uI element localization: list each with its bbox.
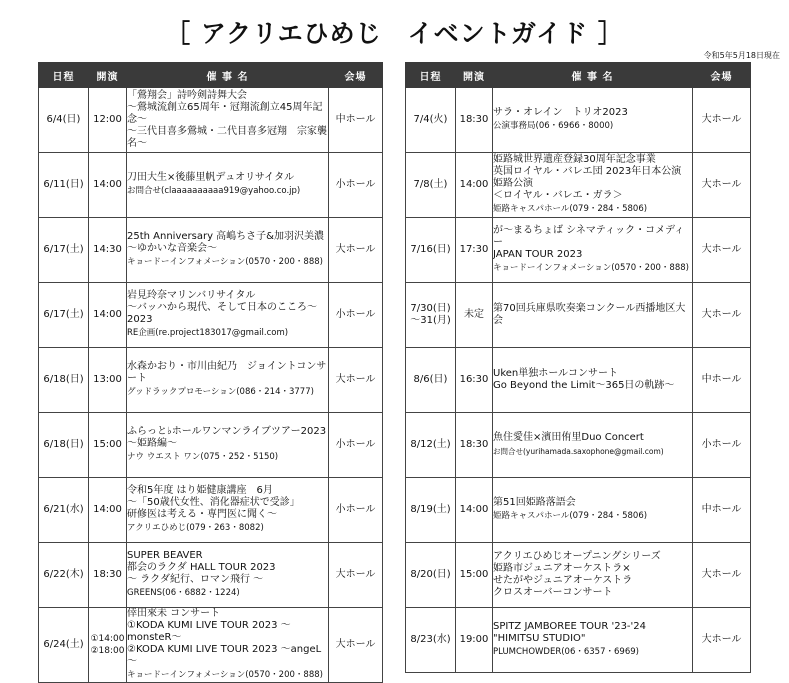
event-venue: 大ホール <box>693 153 751 218</box>
event-venue: 中ホール <box>329 88 383 153</box>
table-header-row <box>406 63 751 88</box>
event-time: 18:30 <box>456 413 493 478</box>
event-contact: 姫路キャスパホール(079・284・5806) <box>493 511 648 521</box>
header-time: 開演 <box>89 63 127 88</box>
event-date: 7/30(日) ～31(月) <box>406 283 456 348</box>
event-date: 8/20(日) <box>406 543 456 608</box>
event-contact: キョードーインフォメーション(0570・200・888) <box>127 670 323 680</box>
event-table-right <box>405 62 751 673</box>
event-date: 8/23(水) <box>406 608 456 673</box>
event-name: 25th Anniversary 高嶋ちさ子&加羽沢美濃 ～ゆかいな音楽会～ <box>127 231 324 254</box>
event-row <box>406 153 751 218</box>
event-row <box>406 348 751 413</box>
event-contact: キョードーインフォメーション(0570・200・888) <box>493 263 689 273</box>
event-name: 刀田大生×後藤里帆デュオリサイタル <box>127 172 295 183</box>
event-name: SUPER BEAVER 都会のラクダ HALL TOUR 2023 ～ ラクダ紀行、ロマン飛行 ～ <box>127 550 276 585</box>
event-table-left <box>38 62 383 683</box>
event-contact: グッドラックプロモーション(086・214・3777) <box>127 387 314 397</box>
event-time: 14:00 <box>89 283 127 348</box>
event-cell <box>493 348 693 413</box>
event-date: 6/4(日) <box>39 88 89 153</box>
event-venue: 小ホール <box>329 413 383 478</box>
event-date: 8/12(土) <box>406 413 456 478</box>
event-contact: お問合せ(yurihamada.saxophone@gmail.com) <box>493 447 664 456</box>
header-name: 催 事 名 <box>127 63 329 88</box>
event-venue: 大ホール <box>693 543 751 608</box>
event-venue: 大ホール <box>329 608 383 683</box>
event-time: 14:00 <box>456 478 493 543</box>
event-contact: アクリエひめじ(079・263・8082) <box>127 523 264 533</box>
event-contact: GREENS(06・6882・1224) <box>127 588 240 598</box>
event-cell <box>127 608 329 683</box>
event-name: が～まるちょば シネマティック・コメディー JAPAN TOUR 2023 <box>493 225 685 260</box>
event-date: 6/17(土) <box>39 283 89 348</box>
event-name: 「鶯翔会」詩吟剣詩舞大会 ～鶯城流創立65周年・冠翔流創立45周年記念～ ～三代目喜多鶯城・二代目喜多冠翔 宗家襲名～ <box>127 90 327 149</box>
event-venue: 大ホール <box>329 218 383 283</box>
event-cell <box>493 478 693 543</box>
event-time: 19:00 <box>456 608 493 673</box>
event-cell <box>127 413 329 478</box>
event-name: サラ・オレイン トリオ2023 <box>493 107 628 118</box>
event-date: 6/17(土) <box>39 218 89 283</box>
event-venue: 中ホール <box>693 348 751 413</box>
event-time: 14:30 <box>89 218 127 283</box>
event-venue: 小ホール <box>693 413 751 478</box>
event-date: 6/21(水) <box>39 478 89 543</box>
event-cell <box>493 218 693 283</box>
event-venue: 大ホール <box>693 218 751 283</box>
event-row <box>39 543 383 608</box>
event-cell <box>127 88 329 153</box>
event-date: 7/16(日) <box>406 218 456 283</box>
event-venue: 大ホール <box>693 88 751 153</box>
event-time: 12:00 <box>89 88 127 153</box>
event-name: Uken単独ホールコンサート Go Beyond the Limit～365日の軌跡～ <box>493 368 675 391</box>
event-cell <box>127 218 329 283</box>
event-time: 14:00 <box>89 478 127 543</box>
event-name: 倖田來未 コンサート ①KODA KUMI LIVE TOUR 2023 ～monsteR～ ②KODA KUMI LIVE TOUR 2023 ～angeL～ <box>127 608 322 667</box>
event-row <box>39 283 383 348</box>
event-contact: キョードーインフォメーション(0570・200・888) <box>127 257 323 267</box>
event-time: 15:00 <box>456 543 493 608</box>
event-date: 6/18(日) <box>39 413 89 478</box>
event-date: 6/11(日) <box>39 153 89 218</box>
event-time: 16:30 <box>456 348 493 413</box>
event-row <box>39 88 383 153</box>
event-cell <box>127 283 329 348</box>
event-time: 18:30 <box>89 543 127 608</box>
event-name: 岩見玲奈マリンバリサイタル ～バッハから現代、そして日本のこころ～2023 <box>127 290 317 325</box>
event-time: 17:30 <box>456 218 493 283</box>
event-row <box>406 543 751 608</box>
event-date: 7/4(火) <box>406 88 456 153</box>
event-row <box>406 218 751 283</box>
header-venue: 会場 <box>329 63 383 88</box>
event-row <box>39 608 383 683</box>
header-name: 催 事 名 <box>493 63 693 88</box>
page-title: ［ アクリエひめじ イベントガイド ］ <box>165 19 624 48</box>
event-time: 14:00 <box>89 153 127 218</box>
event-venue: 中ホール <box>693 478 751 543</box>
event-row <box>406 88 751 153</box>
event-venue: 大ホール <box>693 608 751 673</box>
event-row <box>406 413 751 478</box>
event-contact: お問合せ(claaaaaaaaaa919@yahoo.co.jp) <box>127 186 301 196</box>
as-of-date: 令和5年5月18日現在 <box>703 51 780 60</box>
event-row <box>39 218 383 283</box>
event-contact: 公演事務局(06・6966・8000) <box>493 121 614 131</box>
event-row <box>39 478 383 543</box>
event-venue: 大ホール <box>329 543 383 608</box>
event-time: 14:00 <box>456 153 493 218</box>
event-name: SPITZ JAMBOREE TOUR '23-'24 "HIMITSU STUDIO" <box>493 621 647 644</box>
event-cell <box>493 608 693 673</box>
event-row <box>406 478 751 543</box>
event-date: 7/8(土) <box>406 153 456 218</box>
event-cell <box>127 478 329 543</box>
event-name: 姫路城世界遺産登録30周年記念事業 英国ロイヤル・バレエ団 2023年日本公演 姫路公演 ＜ロイヤル・バレエ・ガラ＞ <box>493 154 682 201</box>
event-cell <box>493 543 693 608</box>
event-cell <box>493 413 693 478</box>
event-contact: ナウ ウエスト ワン(075・252・5150) <box>127 452 279 462</box>
event-contact: 姫路キャスパホール(079・284・5806) <box>493 204 648 214</box>
event-time: 18:30 <box>456 88 493 153</box>
event-date: 6/24(土) <box>39 608 89 683</box>
event-name: 魚住愛佳×濱田侑里Duo Concert <box>493 432 644 443</box>
header-date: 日程 <box>406 63 456 88</box>
event-name: 水森かおり・市川由紀乃 ジョイントコンサート <box>127 361 327 384</box>
event-name: ふらっと♭ホールワンマンライブツアー2023 ～姫路編～ <box>127 426 327 449</box>
event-date: 6/22(木) <box>39 543 89 608</box>
event-venue: 大ホール <box>693 283 751 348</box>
event-row <box>39 348 383 413</box>
event-name: 令和5年度 はり姫健康講座 6月 ～「50歳代女性、消化器症状で受診」 研修医は考える・専門医に聞く～ <box>127 485 300 520</box>
event-date: 8/19(土) <box>406 478 456 543</box>
event-row <box>406 608 751 673</box>
event-contact: PLUMCHOWDER(06・6357・6969) <box>493 647 639 657</box>
event-time: 15:00 <box>89 413 127 478</box>
event-name: 第51回姫路落語会 <box>493 497 576 508</box>
event-row <box>39 413 383 478</box>
event-date: 6/18(日) <box>39 348 89 413</box>
event-venue: 小ホール <box>329 153 383 218</box>
event-row <box>406 283 751 348</box>
event-venue: 小ホール <box>329 478 383 543</box>
event-time: 未定 <box>456 283 493 348</box>
event-cell <box>493 283 693 348</box>
event-venue: 大ホール <box>329 348 383 413</box>
table-header-row <box>39 63 383 88</box>
event-cell <box>127 348 329 413</box>
event-cell <box>493 88 693 153</box>
event-name: アクリエひめじオープニングシリーズ 姫路市ジュニアオーケストラ× せたがやジュニアオーケストラ クロスオーバーコンサート <box>493 551 661 598</box>
event-cell <box>127 153 329 218</box>
event-cell <box>493 153 693 218</box>
event-name: 第70回兵庫県吹奏楽コンクール西播地区大会 <box>493 303 686 326</box>
event-time: ①14:00 ②18:00 <box>89 608 127 683</box>
header-time: 開演 <box>456 63 493 88</box>
event-row <box>39 153 383 218</box>
event-date: 8/6(日) <box>406 348 456 413</box>
event-time: 13:00 <box>89 348 127 413</box>
header-venue: 会場 <box>693 63 751 88</box>
event-venue: 小ホール <box>329 283 383 348</box>
header-date: 日程 <box>39 63 89 88</box>
event-cell <box>127 543 329 608</box>
event-contact: RE企画(re.project183017@gmail.com) <box>127 328 289 338</box>
